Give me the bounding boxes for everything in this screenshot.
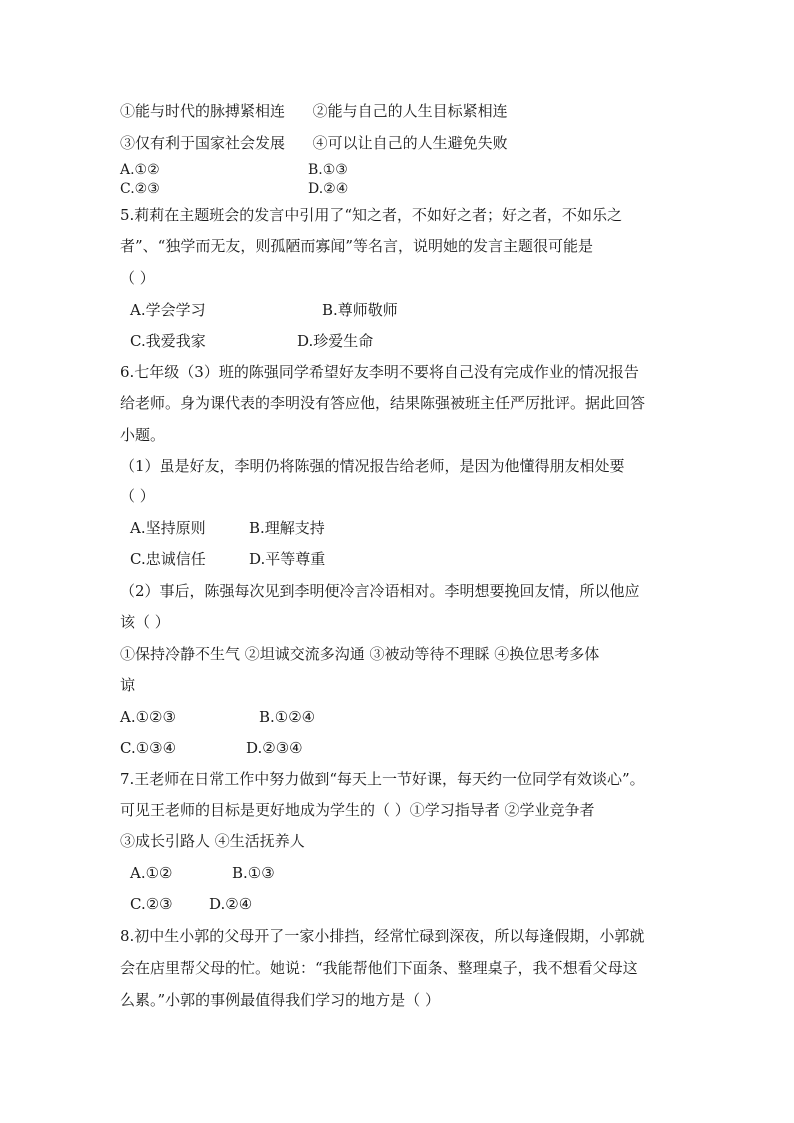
q4-choice-b: B.①③ bbox=[308, 162, 348, 178]
q6-sub2-options-cont: 谅 bbox=[120, 676, 136, 694]
q6-stem-line2: 给老师。身为课代表的李明没有答应他，结果陈强被班主任严厉批评。据此回答 bbox=[120, 394, 646, 412]
q7-choice-a: A.①② bbox=[130, 864, 173, 882]
q6-sub2-choice-a: A.①②③ bbox=[120, 708, 176, 726]
q6-sub1-stem: （1）虽是好友，李明仍将陈强的情况报告给老师，是因为他懂得朋友相处要 bbox=[120, 457, 625, 475]
q7-choice-d: D.②④ bbox=[209, 895, 253, 913]
q6-sub2-stem-line1: （2）事后，陈强每次见到李明便冷言冷语相对。李明想要挽回友情，所以他应 bbox=[120, 582, 640, 600]
q4-option-3: ③仅有利于国家社会发展 bbox=[120, 134, 286, 152]
q4-choice-c: C.②③ bbox=[120, 181, 160, 197]
q6-sub2-choice-d: D.②③④ bbox=[246, 739, 303, 757]
q6-sub1-choice-c: C.忠诚信任 bbox=[130, 550, 206, 568]
q5-choice-d: D.珍爱生命 bbox=[297, 332, 374, 350]
q4-choices-row2 bbox=[120, 179, 420, 199]
q5-choice-c: C.我爱我家 bbox=[130, 332, 206, 350]
q4-option-4: ④可以让自己的人生避免失败 bbox=[312, 134, 508, 152]
q6-sub2-choice-b: B.①②④ bbox=[259, 708, 316, 726]
q6-sub1-choices-row2 bbox=[120, 549, 420, 569]
q4-choice-a: A.①② bbox=[120, 162, 160, 178]
q4-choices-row1 bbox=[120, 160, 420, 180]
q7-choice-c: C.②③ bbox=[130, 895, 173, 913]
q6-sub1-choice-d: D.平等尊重 bbox=[249, 550, 326, 568]
q5-answer-blank: （ ） bbox=[120, 269, 155, 287]
q7-stem-line2: 可见王老师的目标是更好地成为学生的（ ）①学习指导者 ②学业竞争者 bbox=[120, 801, 595, 819]
q5-stem-line2: 者”、“独学而无友，则孤陋而寡闻”等名言，说明她的发言主题很可能是 bbox=[120, 237, 594, 255]
q4-option-1: ①能与时代的脉搏紧相连 bbox=[120, 102, 286, 120]
q5-choices-row1 bbox=[120, 300, 440, 320]
q6-sub1-choices-row1 bbox=[120, 518, 420, 538]
q5-choice-b: B.尊师敬师 bbox=[322, 301, 398, 319]
q7-choices-row1 bbox=[120, 863, 420, 883]
q6-sub2-choice-c: C.①③④ bbox=[120, 739, 177, 757]
q5-choices-row2 bbox=[120, 331, 440, 351]
q7-choice-b: B.①③ bbox=[232, 864, 275, 882]
q6-sub2-stem-line2: 该（ ） bbox=[120, 613, 170, 631]
q6-sub1-choice-a: A.坚持原则 bbox=[130, 519, 206, 537]
q6-sub2-choices-row1 bbox=[120, 707, 440, 727]
q6-sub1-choice-b: B.理解支持 bbox=[249, 519, 325, 537]
q6-sub2-choices-row2 bbox=[120, 738, 440, 758]
q4-options-row2 bbox=[120, 133, 508, 153]
q8-stem-line3: 么累。”小郭的事例最值得我们学习的地方是（ ） bbox=[120, 991, 440, 1009]
q4-option-2: ②能与自己的人生目标紧相连 bbox=[312, 102, 508, 120]
q6-stem-line1: 6.七年级（3）班的陈强同学希望好友李明不要将自己没有完成作业的情况报告 bbox=[120, 363, 639, 381]
q7-stem-line1: 7.王老师在日常工作中努力做到“每天上一节好课，每天约一位同学有效谈心”。 bbox=[120, 770, 645, 788]
q4-options-row1 bbox=[120, 101, 508, 121]
q5-stem-line1: 5.莉莉在主题班会的发言中引用了“知之者，不如好之者；好之者，不如乐之 bbox=[120, 206, 622, 224]
q6-sub2-options: ①保持冷静不生气 ②坦诚交流多沟通 ③被动等待不理睬 ④换位思考多体 bbox=[120, 645, 600, 663]
q5-choice-a: A.学会学习 bbox=[130, 301, 206, 319]
q6-stem-line3: 小题。 bbox=[120, 426, 166, 444]
q7-stem-line3: ③成长引路人 ④生活抚养人 bbox=[120, 832, 305, 850]
q4-choice-d: D.②④ bbox=[308, 181, 349, 197]
q7-choices-row2 bbox=[120, 894, 420, 914]
q6-sub1-blank: （ ） bbox=[120, 487, 155, 505]
q8-stem-line2: 会在店里帮父母的忙。她说：“我能帮他们下面条、整理桌子，我不想看父母这 bbox=[120, 959, 638, 977]
q8-stem-line1: 8.初中生小郭的父母开了一家小排挡，经常忙碌到深夜，所以每逢假期，小郭就 bbox=[120, 927, 645, 945]
